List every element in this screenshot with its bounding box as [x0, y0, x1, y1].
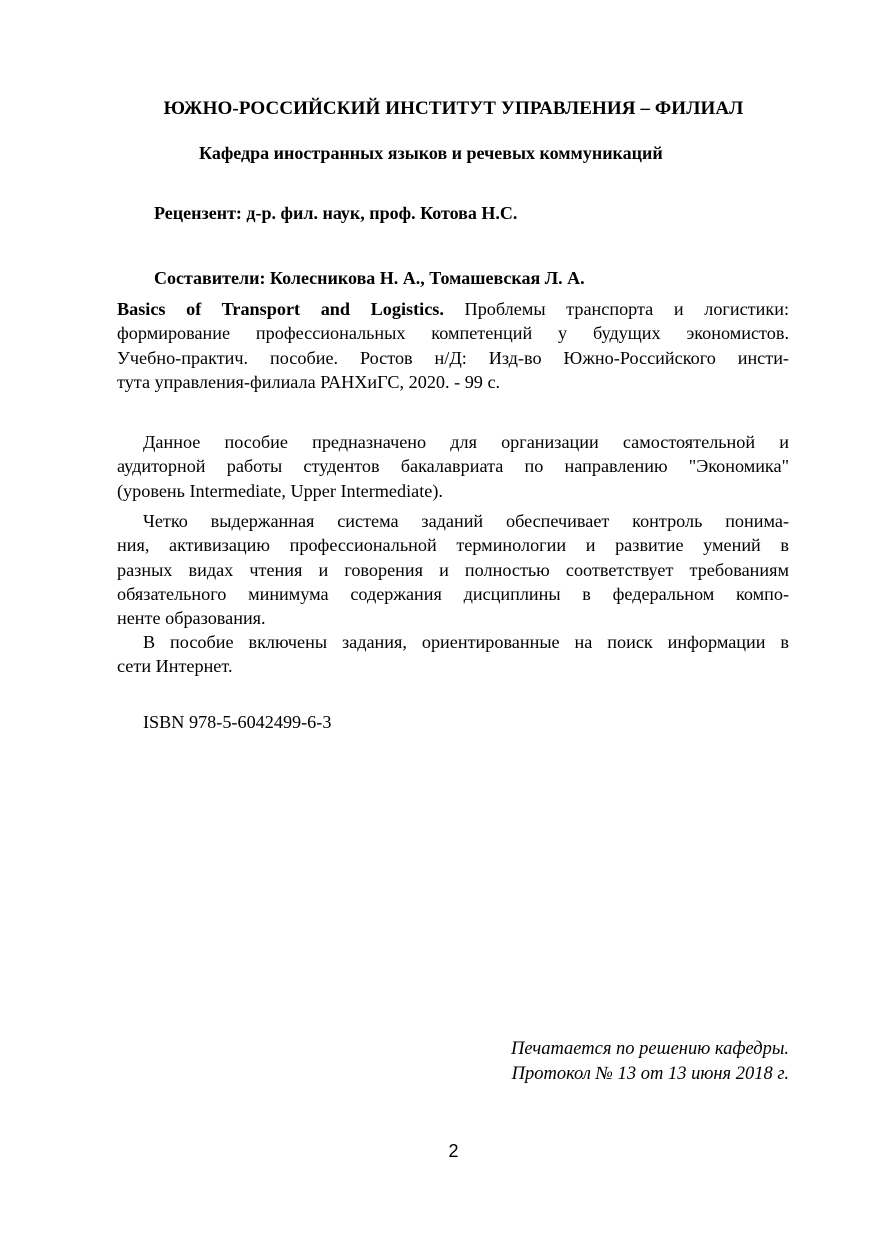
- biblio-line: формирование профессиональных компетенций у будущих экономистов.: [117, 323, 789, 344]
- biblio-line: Basics of Transport and Logistics. Проблемы транспорта и логистики:: [117, 299, 789, 319]
- paragraph-line: ния, активизацию профессиональной терминологии и развитие умений в: [117, 535, 789, 556]
- approval-line-2: Протокол № 13 от 13 июня 2018 г.: [511, 1063, 789, 1084]
- description-paragraph-2: [117, 509, 789, 630]
- paragraph-line: В пособие включены задания, ориентированные на поиск информации в: [143, 632, 789, 652]
- page-number: 2: [448, 1141, 459, 1161]
- paragraph-line: Данное пособие предназначено для организации самостоятельной и: [143, 432, 789, 452]
- paragraph-line: сети Интернет.: [117, 656, 233, 677]
- paragraph-line: аудиторной работы студентов бакалавриата по направлению "Экономика": [117, 456, 789, 477]
- paragraph-line: Четко выдержанная система заданий обеспечивает контроль понима-: [143, 511, 789, 531]
- reviewer-line: Рецензент: д-р. фил. наук, проф. Котова Н.С.: [154, 203, 518, 223]
- paragraph-line: разных видах чтения и говорения и полностью соответствует требованиям: [117, 559, 789, 580]
- description-paragraph-3: [117, 630, 789, 679]
- biblio-line: тута управления-филиала РАНХиГС, 2020. - 99 с.: [117, 371, 501, 392]
- book-title: Basics of Transport and Logistics.: [117, 299, 444, 319]
- bibliographic-description: [117, 297, 789, 394]
- approval-line-1: Печатается по решению кафедры.: [511, 1039, 789, 1059]
- institute-heading: ЮЖНО-РОССИЙСКИЙ ИНСТИТУТ УПРАВЛЕНИЯ – ФИЛИАЛ: [163, 98, 744, 119]
- isbn: ISBN 978-5-6042499-6-3: [143, 712, 332, 732]
- compilers-line: Составители: Колесникова Н. А., Томашевская Л. А.: [154, 268, 585, 288]
- paragraph-line: обязательного минимума содержания дисциплины в федеральном компо-: [117, 583, 789, 604]
- paragraph-line: ненте образования.: [117, 608, 266, 629]
- description-paragraph-1: [117, 430, 789, 503]
- approval-note: [511, 1037, 789, 1086]
- biblio-line: Учебно-практич. пособие. Ростов н/Д: Изд-во Южно-Российского инсти-: [117, 347, 789, 368]
- paragraph-line: (уровень Intermediate, Upper Intermediate).: [117, 480, 443, 501]
- department-heading: Кафедра иностранных языков и речевых коммуникаций: [199, 143, 663, 163]
